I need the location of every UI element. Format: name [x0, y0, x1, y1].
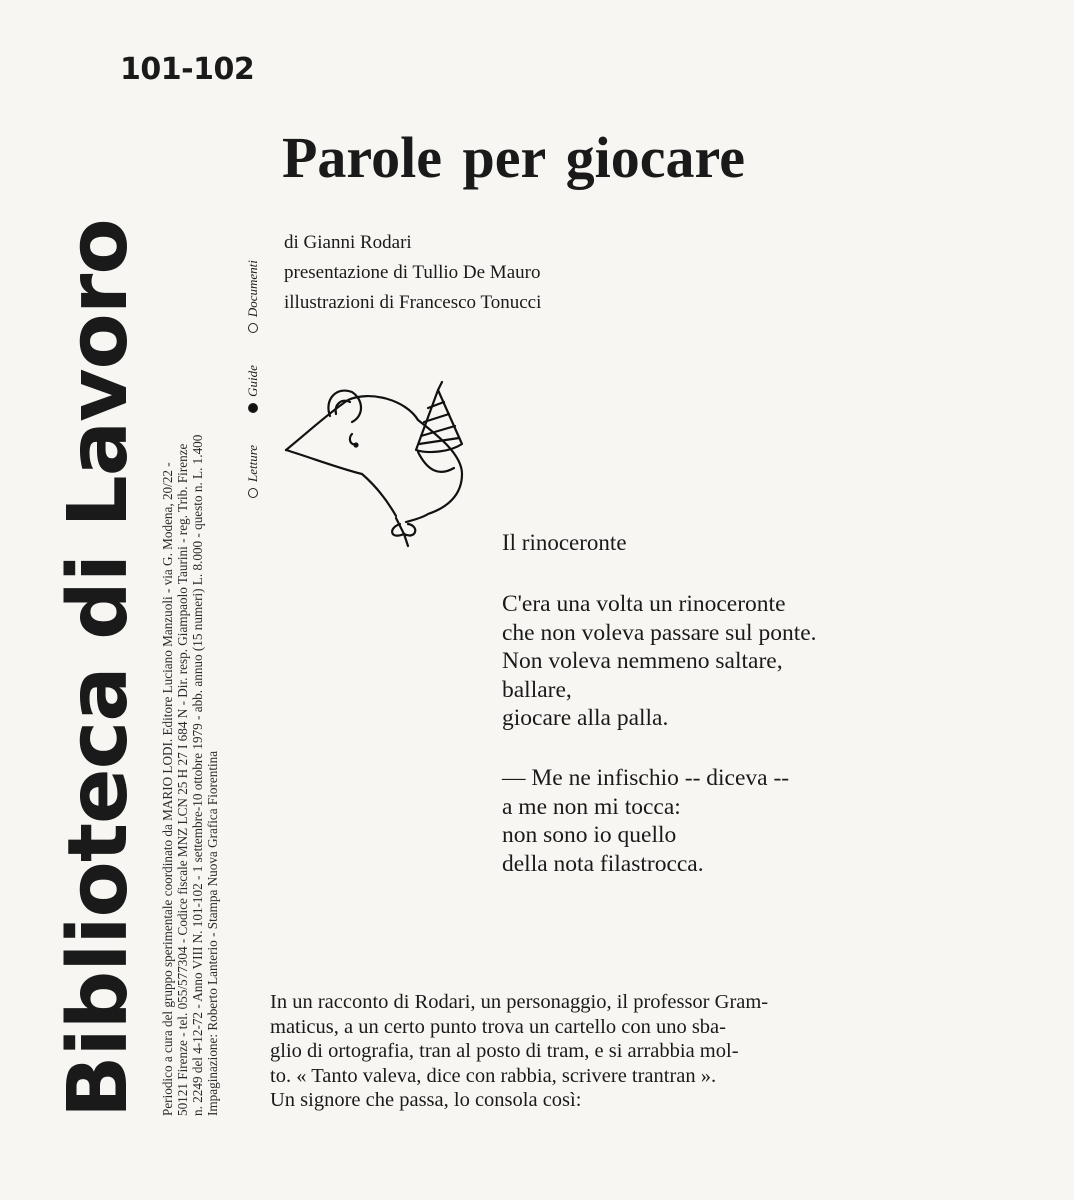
poem-line: Non voleva nemmeno saltare,	[502, 648, 783, 674]
credit-author: di Gianni Rodari	[284, 232, 412, 253]
poem-line: ballare,	[502, 676, 572, 703]
issue-number: 101-102	[120, 52, 255, 87]
poem-stanza-1	[502, 590, 817, 733]
category-label: Guide	[245, 365, 260, 397]
page-title: Parole per giocare	[282, 125, 745, 190]
intro-line: maticus, a un certo punto trova un cartello con uno sba-	[270, 1015, 726, 1038]
category-label: Letture	[245, 444, 260, 482]
empty-circle-icon	[248, 323, 258, 333]
empty-circle-icon	[248, 488, 258, 498]
credits	[284, 228, 541, 318]
credit-illustrations: illustrazioni di Francesco Tonucci	[284, 292, 542, 313]
intro-line: In un racconto di Rodari, un personaggio, il professor Gram-	[270, 991, 769, 1013]
colophon-line: 50121 Firenze - tel. 055/577304 - Codice fiscale MNZ LCN 25 H 27 I 684 N - Dir. resp. Giampaolo Taurini - reg. Trib. Firenze	[175, 443, 190, 1116]
filled-circle-icon	[248, 403, 258, 413]
mouse-with-party-hat-drawing	[278, 372, 488, 552]
intro-line: to. « Tanto valeva, dice con rabbia, scrivere trantran ».	[270, 1064, 717, 1087]
poem-line: a me non mi tocca:	[502, 793, 681, 820]
poem-line: giocare alla palla.	[502, 705, 669, 731]
poem-title: Il rinoceronte	[502, 530, 627, 555]
series-title: Biblioteca di Lavoro	[51, 219, 146, 1118]
intro-line: Un signore che passa, lo consola così:	[270, 1089, 582, 1111]
poem-line: — Me ne infischio -- diceva --	[502, 765, 790, 791]
category-guide	[243, 365, 263, 413]
poem-line: C'era una volta un rinoceronte	[502, 591, 786, 617]
category-label: Documenti	[245, 260, 260, 318]
intro-paragraph	[270, 990, 970, 1113]
colophon-line: n. 2249 del 4-12-72 - Anno VIII N. 101-102 - 1 settembre-10 ottobre 1979 - abb. annuo (15 numeri) L. 8.000 - questo n. L. 1.400	[190, 434, 205, 1116]
colophon-line: Impaginazione: Roberto Lanterio - Stampa Nuova Grafica Fiorentina	[205, 750, 220, 1116]
colophon-line: Periodico a cura del gruppo sperimentale coordinato da MARIO LODI. Editore Luciano Manzuoli - via G. Modena, 20/22 -	[160, 462, 175, 1116]
category-letture	[243, 445, 263, 498]
category-list	[243, 260, 263, 498]
poem-line: della nota filastrocca.	[502, 850, 704, 877]
poem-line: non sono io quello	[502, 822, 677, 848]
intro-line: glio di ortografia, tran al posto di tram, e si arrabbia mol-	[270, 1040, 739, 1062]
category-documenti	[243, 260, 263, 333]
poem-stanza-2	[502, 764, 789, 878]
colophon	[160, 116, 220, 1116]
credit-presentation: presentazione di Tullio De Mauro	[284, 262, 541, 283]
poem-line: che non voleva passare sul ponte.	[502, 619, 817, 646]
